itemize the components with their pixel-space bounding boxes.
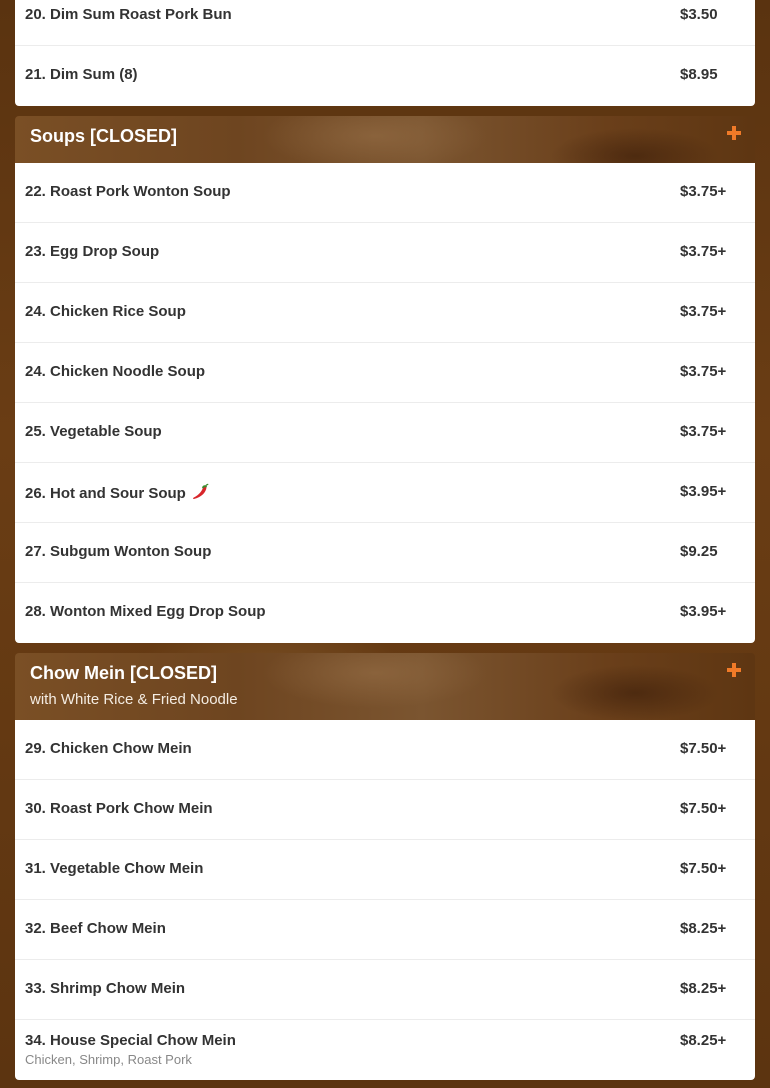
menu-item[interactable] bbox=[15, 403, 755, 463]
item-name: 34. House Special Chow Mein bbox=[25, 1032, 236, 1049]
item-price: $8.25+ bbox=[680, 920, 727, 937]
item-name: 31. Vegetable Chow Mein bbox=[25, 860, 204, 877]
menu-item[interactable] bbox=[15, 840, 755, 900]
menu-item[interactable] bbox=[15, 163, 755, 223]
menu-item[interactable] bbox=[15, 343, 755, 403]
chili-pepper-icon bbox=[191, 483, 209, 501]
item-price: $3.95+ bbox=[680, 483, 727, 500]
menu-item[interactable] bbox=[15, 780, 755, 840]
menu-item[interactable] bbox=[15, 720, 755, 780]
item-name: 24. Chicken Rice Soup bbox=[25, 303, 186, 320]
item-price: $8.95 bbox=[680, 66, 718, 83]
item-price: $8.25+ bbox=[680, 1032, 727, 1049]
menu-item[interactable] bbox=[15, 523, 755, 583]
item-price: $3.75+ bbox=[680, 303, 727, 320]
item-price: $7.50+ bbox=[680, 800, 727, 817]
menu-item[interactable] bbox=[15, 0, 755, 46]
item-name: 26. Hot and Sour Soup bbox=[25, 485, 186, 502]
menu-item[interactable] bbox=[15, 223, 755, 283]
item-name: 24. Chicken Noodle Soup bbox=[25, 363, 206, 380]
item-price: $8.25+ bbox=[680, 980, 727, 997]
menu-item[interactable] bbox=[15, 283, 755, 343]
item-price: $3.75+ bbox=[680, 363, 727, 380]
item-price: $3.75+ bbox=[680, 243, 727, 260]
menu-item[interactable] bbox=[15, 1020, 755, 1080]
item-description: Chicken, Shrimp, Roast Pork bbox=[25, 1052, 192, 1067]
item-name: 27. Subgum Wonton Soup bbox=[25, 543, 212, 560]
item-name: 29. Chicken Chow Mein bbox=[25, 740, 192, 757]
item-price: $3.75+ bbox=[680, 183, 727, 200]
soups-section-header[interactable] bbox=[15, 116, 755, 163]
item-price: $9.25 bbox=[680, 543, 718, 560]
dim-sum-items-card bbox=[15, 0, 755, 106]
item-price: $3.75+ bbox=[680, 423, 727, 440]
item-name: 28. Wonton Mixed Egg Drop Soup bbox=[25, 603, 266, 620]
item-price: $7.50+ bbox=[680, 740, 727, 757]
item-price: $7.50+ bbox=[680, 860, 727, 877]
menu-item[interactable] bbox=[15, 583, 755, 643]
item-price: $3.50 bbox=[680, 6, 718, 23]
chow-mein-section-header[interactable] bbox=[15, 653, 755, 720]
item-name: 23. Egg Drop Soup bbox=[25, 243, 160, 260]
item-name: 30. Roast Pork Chow Mein bbox=[25, 800, 213, 817]
expand-plus-icon[interactable] bbox=[727, 126, 741, 140]
section-title: Chow Mein [CLOSED] bbox=[30, 663, 217, 683]
expand-plus-icon[interactable] bbox=[727, 663, 741, 677]
item-price: $3.95+ bbox=[680, 603, 727, 620]
soups-items-card bbox=[15, 163, 755, 643]
chow-mein-items-card bbox=[15, 720, 755, 1080]
section-title: Soups [CLOSED] bbox=[30, 126, 177, 146]
item-name: 20. Dim Sum Roast Pork Bun bbox=[25, 6, 232, 23]
menu-item[interactable] bbox=[15, 900, 755, 960]
item-name: 33. Shrimp Chow Mein bbox=[25, 980, 186, 997]
menu-item[interactable] bbox=[15, 46, 755, 106]
item-name: 32. Beef Chow Mein bbox=[25, 920, 166, 937]
item-name: 22. Roast Pork Wonton Soup bbox=[25, 183, 231, 200]
item-name-wrap bbox=[25, 483, 209, 502]
item-name: 21. Dim Sum (8) bbox=[25, 66, 138, 83]
item-name: 25. Vegetable Soup bbox=[25, 423, 162, 440]
menu-item[interactable] bbox=[15, 463, 755, 523]
section-subtitle: with White Rice & Fried Noodle bbox=[30, 691, 238, 708]
menu-item[interactable] bbox=[15, 960, 755, 1020]
